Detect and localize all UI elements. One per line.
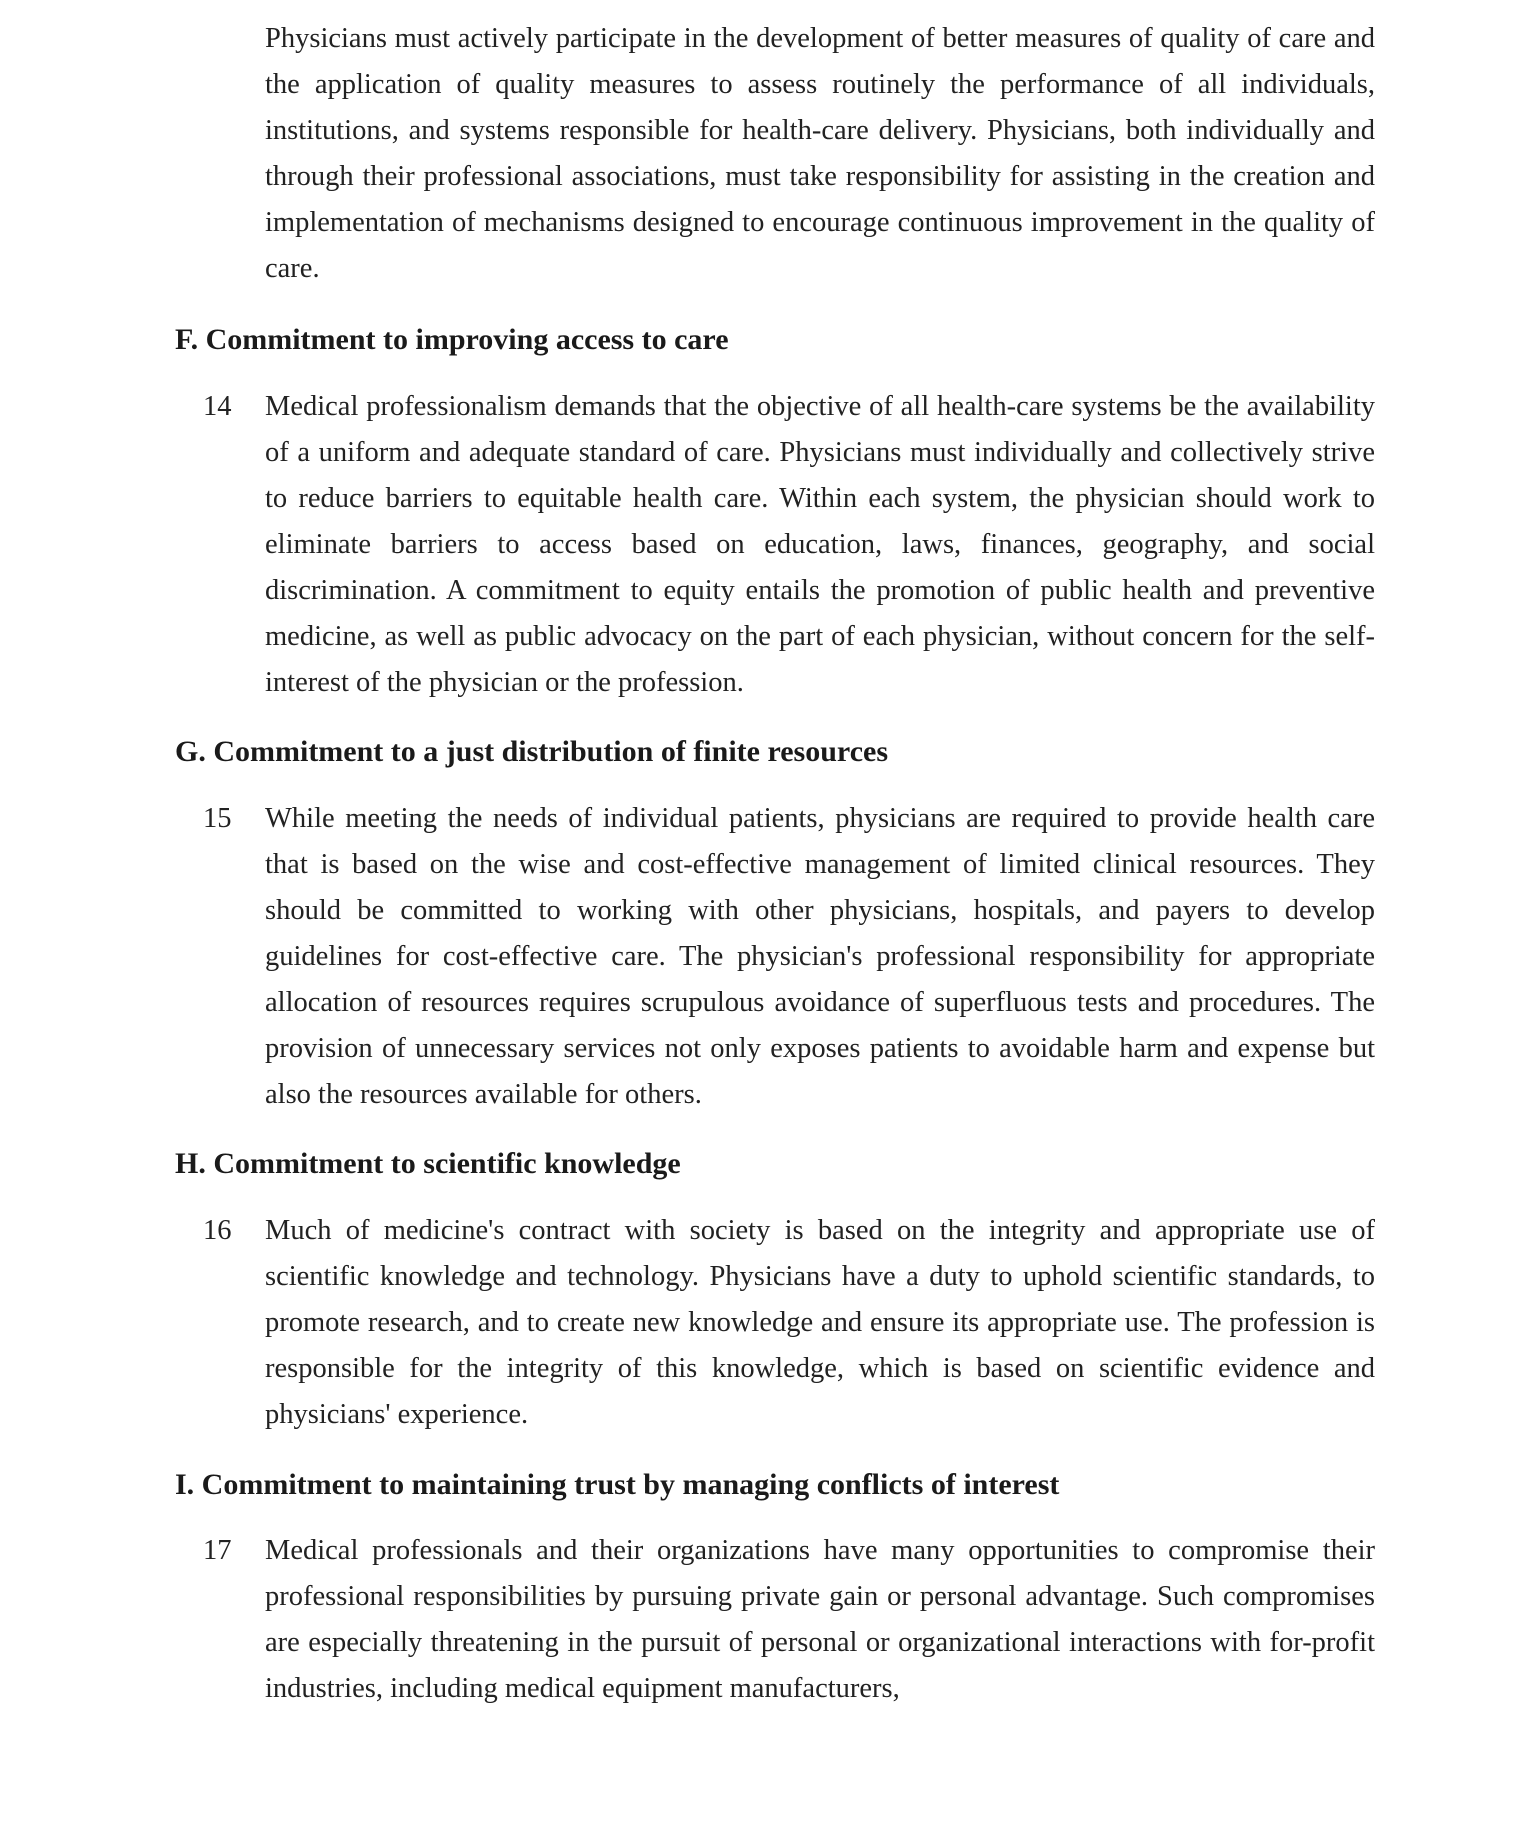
section-heading-g: G. Commitment to a just distribution of finite resources — [175, 735, 888, 768]
paragraph-text: Physicians must actively participate in the development of better measures of quality of care and the application of quality measures to assess routinely the performance of all individuals, institutions, and systems responsible for health-care delivery. Physicians, both individually and through their professional associations, must take responsibility for assisting in the creation and implementation of mechanisms designed to encourage continuous improvement in the quality of care. — [265, 23, 1375, 284]
paragraph-number: 16 — [203, 1215, 232, 1246]
section-heading-f: F. Commitment to improving access to care — [175, 323, 729, 356]
paragraph-number: 14 — [203, 391, 232, 422]
section-heading-i: I. Commitment to maintaining trust by managing conflicts of interest — [175, 1468, 1060, 1501]
paragraph-number: 15 — [203, 803, 232, 834]
paragraph-number: 17 — [203, 1535, 232, 1566]
paragraph-text: Much of medicine's contract with society is based on the integrity and appropriate use of scientific knowledge and technology. Physicians have a duty to uphold scientific standards, to promote research, and to create new knowledge and ensure its appropriate use. The profession is responsible for the integrity of this knowledge, which is based on scientific evidence and physicians' experience. — [265, 1215, 1375, 1430]
paragraph-text: While meeting the needs of individual patients, physicians are required to provide health care that is based on the wise and cost-effective management of limited clinical resources. They should be committed to working with other physicians, hospitals, and payers to develop guidelines for cost-effective care. The physician's professional responsibility for appropriate allocation of resources requires scrupulous avoidance of superfluous tests and procedures. The provision of unnecessary services not only exposes patients to avoidable harm and expense but also the resources available for others. — [265, 803, 1375, 1110]
paragraph-16 — [203, 1208, 1375, 1438]
section-heading-h: H. Commitment to scientific knowledge — [175, 1147, 681, 1180]
paragraph-continuation — [265, 16, 1375, 292]
paragraph-15 — [203, 796, 1375, 1118]
paragraph-text: Medical professionals and their organizations have many opportunities to compromise their professional responsibilities by pursuing private gain or personal advantage. Such compromises are especially threatening in the pursuit of personal or organizational interactions with for-profit industries, including medical equipment manufacturers, — [265, 1535, 1375, 1704]
paragraph-14 — [203, 384, 1375, 706]
paragraph-17 — [203, 1528, 1375, 1712]
paragraph-text: Medical professionalism demands that the objective of all health-care systems be the availability of a uniform and adequate standard of care. Physicians must individually and collectively strive to reduce barriers to equitable health care. Within each system, the physician should work to eliminate barriers to access based on education, laws, finances, geography, and social discrimination. A commitment to equity entails the promotion of public health and preventive medicine, as well as public advocacy on the part of each physician, without concern for the self-interest of the physician or the profession. — [265, 391, 1375, 698]
